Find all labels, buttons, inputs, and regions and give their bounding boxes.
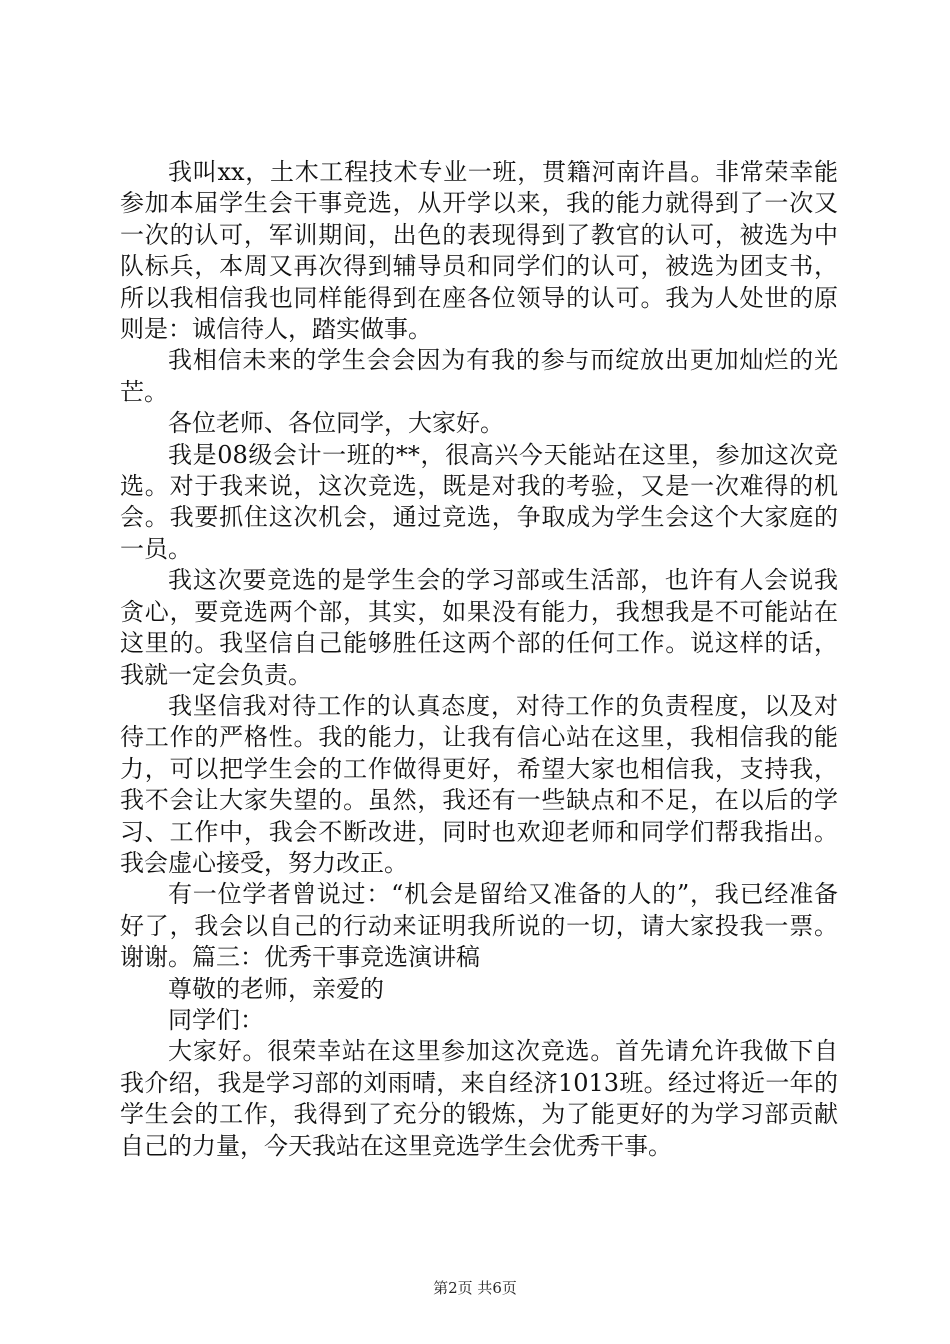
paragraph: 我这次要竞选的是学生会的学习部或生活部，也许有人会说我贪心，要竞选两个部，其实，如果没有能力，我想我是不可能站在这里的。我坚信自己能够胜任这两个部的任何工作。说这样的话，我就一定会负责。 [120,566,838,689]
paragraph: 有一位学者曾说过：“机会是留给又准备的人的”，我已经准备好了，我会以自己的行动来证明我所说的一切，请大家投我一票。谢谢。篇三：优秀干事竞选演讲稿 [120,880,838,972]
paragraph: 各位老师、各位同学，大家好。 [168,409,504,438]
page-footer [0,1277,950,1298]
paragraph: 我叫xx，土木工程技术专业一班，贯籍河南许昌。非常荣幸能参加本届学生会干事竞选，从开学以来，我的能力就得到了一次又一次的认可，军训期间，出色的表现得到了教官的认可，被选为中队标兵，本周又再次得到辅导员和同学们的认可，被选为团支书，所以我相信我也同样能得到在座各位领导的认可。我为人处世的原则是：诚信待人，踏实做事。 [120,158,838,344]
paragraph: 大家好。很荣幸站在这里参加这次竞选。首先请允许我做下自我介绍，我是学习部的刘雨晴，来自经济1013班。经过将近一年的学生会的工作，我得到了充分的锻炼，为了能更好的为学习部贡献自己的力量，今天我站在这里竞选学生会优秀干事。 [120,1037,838,1160]
page-number: 第2页 共6页 [433,1279,517,1297]
paragraph: 我是08级会计一班的**，很高兴今天能站在这里，参加这次竞选。对于我来说，这次竞选，既是对我的考验，又是一次难得的机会。我要抓住这次机会，通过竞选，争取成为学生会这个大家庭的一员。 [120,440,838,563]
document-body [120,157,838,1162]
paragraph: 我相信未来的学生会会因为有我的参与而绽放出更加灿烂的光芒。 [120,346,838,406]
paragraph: 我坚信我对待工作的认真态度，对待工作的负责程度，以及对待工作的严格性。我的能力，让我有信心站在这里，我相信我的能力，可以把学生会的工作做得更好，希望大家也相信我，支持我，我不会让大家失望的。虽然，我还有一些缺点和不足，在以后的学习、工作中，我会不断改进，同时也欢迎老师和同学们帮我指出。我会虚心接受，努力改正。 [120,691,838,877]
paragraph: 尊敬的老师，亲爱的 [168,974,384,1003]
paragraph: 同学们： [168,1005,264,1034]
